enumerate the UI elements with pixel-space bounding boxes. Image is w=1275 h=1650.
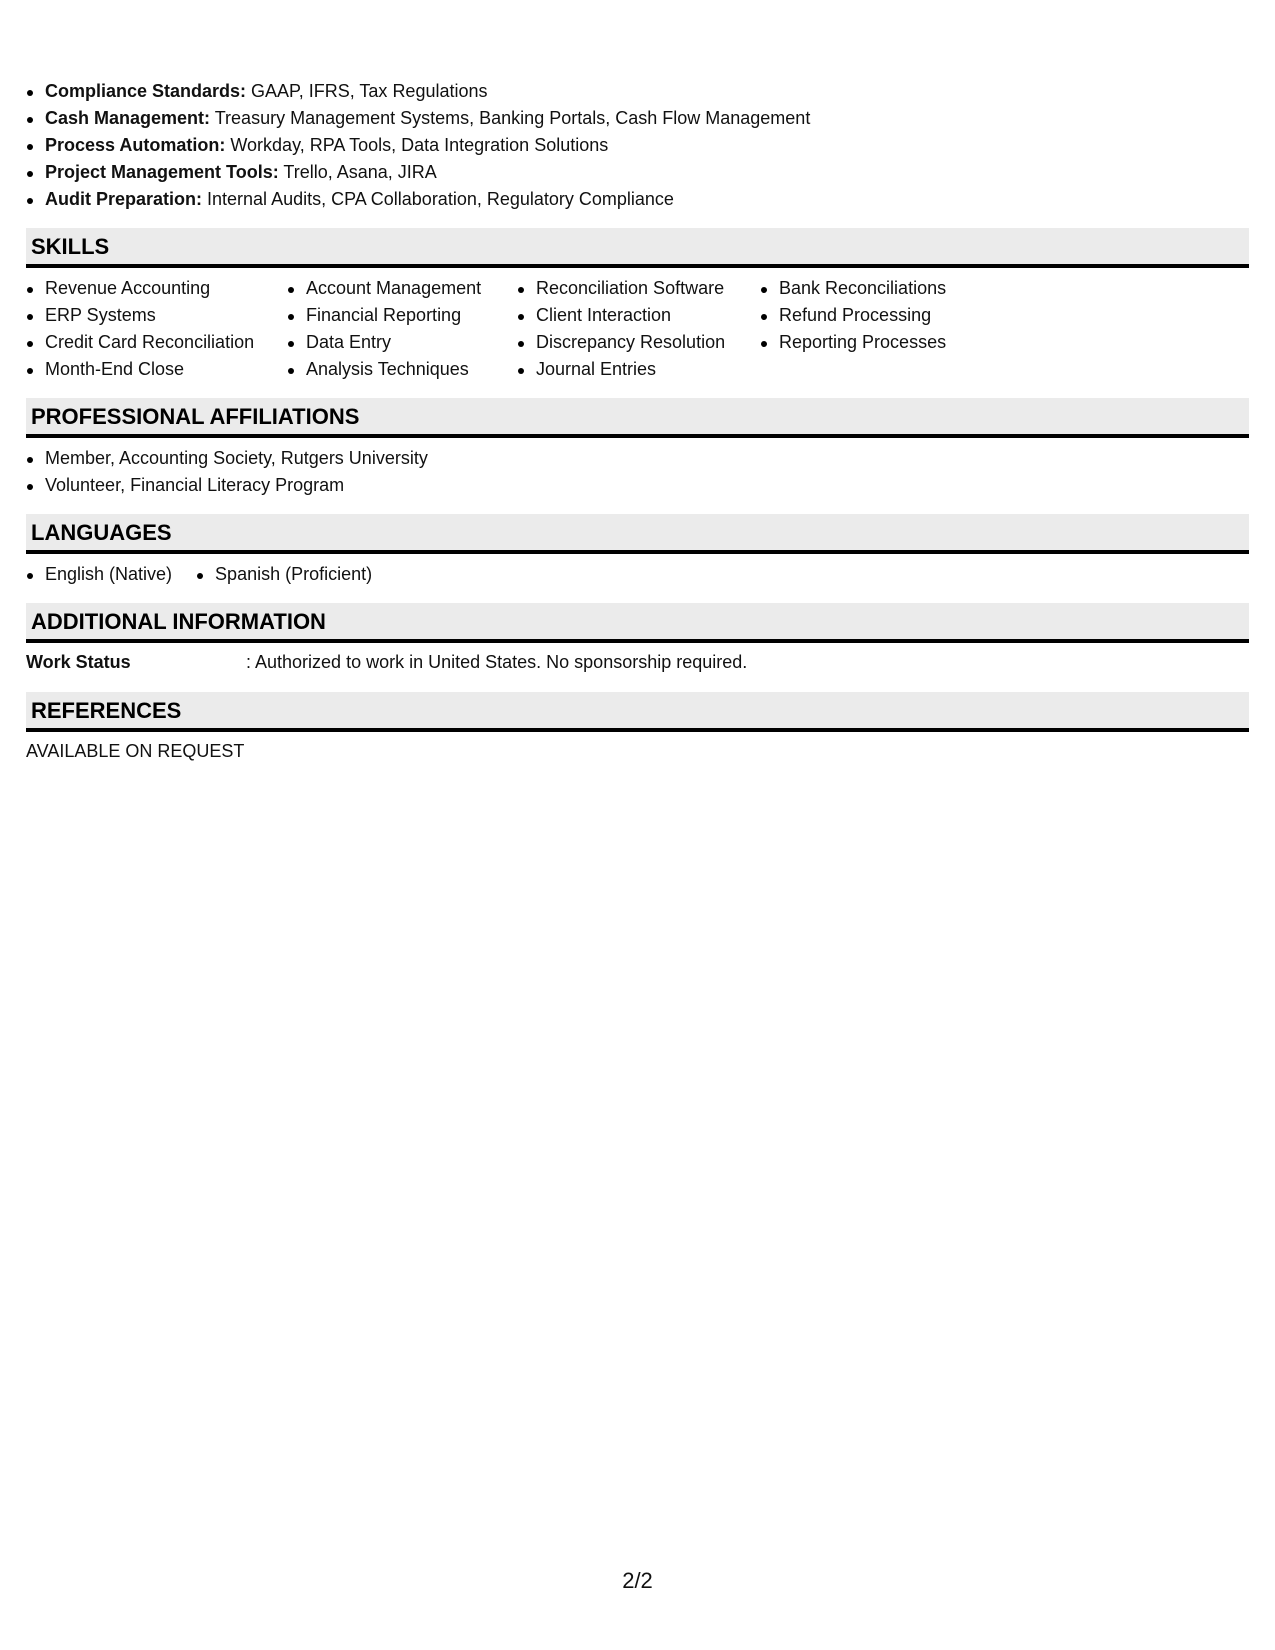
list-item [26,78,1249,105]
skill-item: Revenue Accounting [26,275,287,302]
skills-column [26,275,287,383]
page-number: 2/2 [622,1568,653,1593]
skill-item: ERP Systems [26,302,287,329]
item-value: Internal Audits, CPA Collaboration, Regulatory Compliance [202,189,674,209]
language-item: Spanish (Proficient) [196,561,372,588]
section-title: REFERENCES [31,698,182,723]
section-title: ADDITIONAL INFORMATION [31,609,326,634]
skill-item: Bank Reconciliations [760,275,1000,302]
skill-item: Account Management [287,275,517,302]
affiliations-list [26,445,1249,499]
item-label: Cash Management: [45,108,211,128]
skill-item: Analysis Techniques [287,356,517,383]
skill-item: Financial Reporting [287,302,517,329]
skills-column [760,275,1000,383]
skill-item: Client Interaction [517,302,760,329]
affiliation-item: Member, Accounting Society, Rutgers University [26,445,1249,472]
skills-section-header [26,228,1249,268]
list-item [26,132,1249,159]
resume-page [26,78,1249,765]
work-status-value: : Authorized to work in United States. No sponsorship required. [246,652,748,672]
section-title: LANGUAGES [31,520,172,545]
skill-item: Discrepancy Resolution [517,329,760,356]
skills-column [517,275,760,383]
references-text: AVAILABLE ON REQUEST [26,741,245,761]
item-value: Workday, RPA Tools, Data Integration Solutions [225,135,609,155]
skills-grid [26,275,1249,383]
section-title: PROFESSIONAL AFFILIATIONS [31,404,360,429]
skill-item: Month-End Close [26,356,287,383]
list-item [26,186,1249,213]
references-section-header [26,692,1249,732]
section-title: SKILLS [31,234,110,259]
item-value: GAAP, IFRS, Tax Regulations [246,81,488,101]
skill-item: Data Entry [287,329,517,356]
skill-item: Credit Card Reconciliation [26,329,287,356]
skill-item: Reporting Processes [760,329,1000,356]
list-item [26,105,1249,132]
item-label: Process Automation: [45,135,226,155]
item-label: Project Management Tools: [45,162,279,182]
work-status-row [26,649,1249,676]
affiliations-section-header [26,398,1249,438]
skill-item: Reconciliation Software [517,275,760,302]
item-label: Audit Preparation: [45,189,203,209]
technical-skills-list [26,78,1249,213]
languages-section-header [26,514,1249,554]
skill-item: Journal Entries [517,356,760,383]
list-item [26,159,1249,186]
languages-list [26,561,1249,588]
affiliation-item: Volunteer, Financial Literacy Program [26,472,1249,499]
language-item: English (Native) [26,561,172,588]
skills-column [287,275,517,383]
item-value: Treasury Management Systems, Banking Portals, Cash Flow Management [210,108,811,128]
work-status-label: Work Status [26,652,131,672]
skill-item: Refund Processing [760,302,1000,329]
item-label: Compliance Standards: [45,81,247,101]
additional-info-section-header [26,603,1249,643]
item-value: Trello, Asana, JIRA [278,162,437,182]
